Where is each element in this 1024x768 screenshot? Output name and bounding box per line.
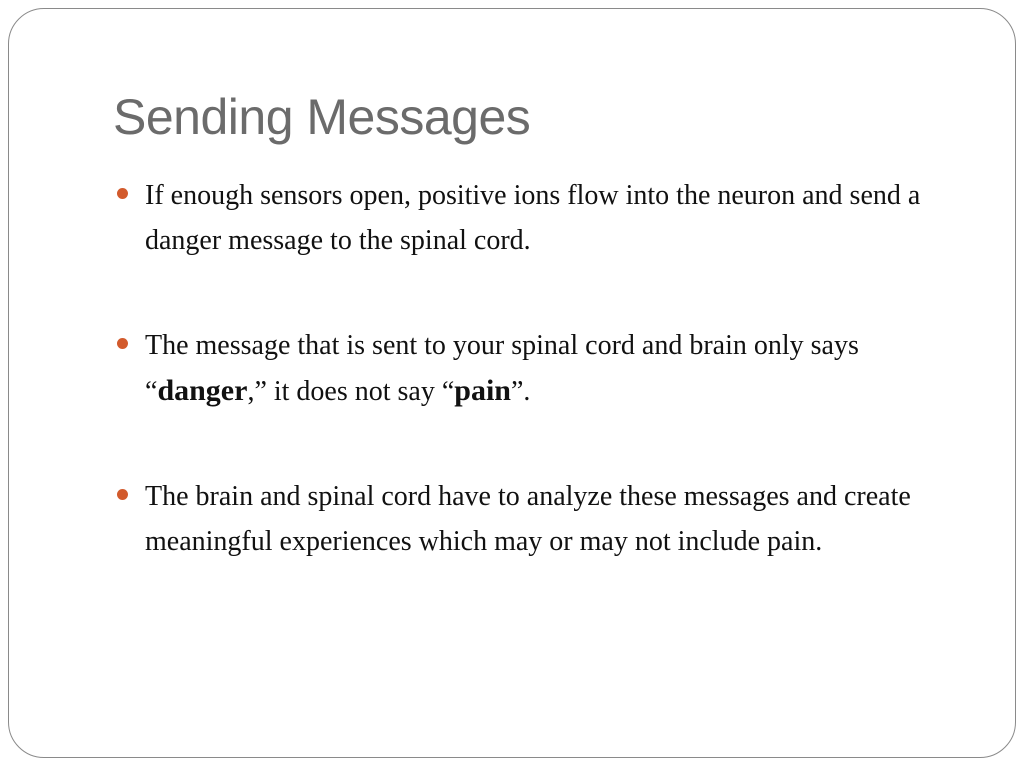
bullet-text: The brain and spinal cord have to analyze these messages and create meaningful experiences which may or may not include pain. (145, 481, 911, 557)
slide-title: Sending Messages (113, 89, 531, 145)
slide-frame (8, 8, 1016, 758)
bullet-item-1 (113, 173, 973, 263)
bullet-dot-icon (117, 188, 128, 199)
bullet-text-part: ,” it does not say “ (247, 376, 455, 407)
bullet-text-part: ”. (511, 376, 531, 407)
emphasis-danger: danger (157, 374, 248, 407)
bullet-text-part: The message that is sent to your spinal cord and brain only says “ (145, 330, 859, 407)
bullet-text: If enough sensors open, positive ions flow into the neuron and send a danger message to the spinal cord. (145, 180, 921, 256)
bullet-item-3 (113, 474, 973, 564)
bullet-dot-icon (117, 489, 128, 500)
bullet-list (113, 173, 973, 624)
bullet-item-2 (113, 323, 973, 414)
bullet-dot-icon (117, 338, 128, 349)
emphasis-pain: pain (454, 374, 511, 407)
